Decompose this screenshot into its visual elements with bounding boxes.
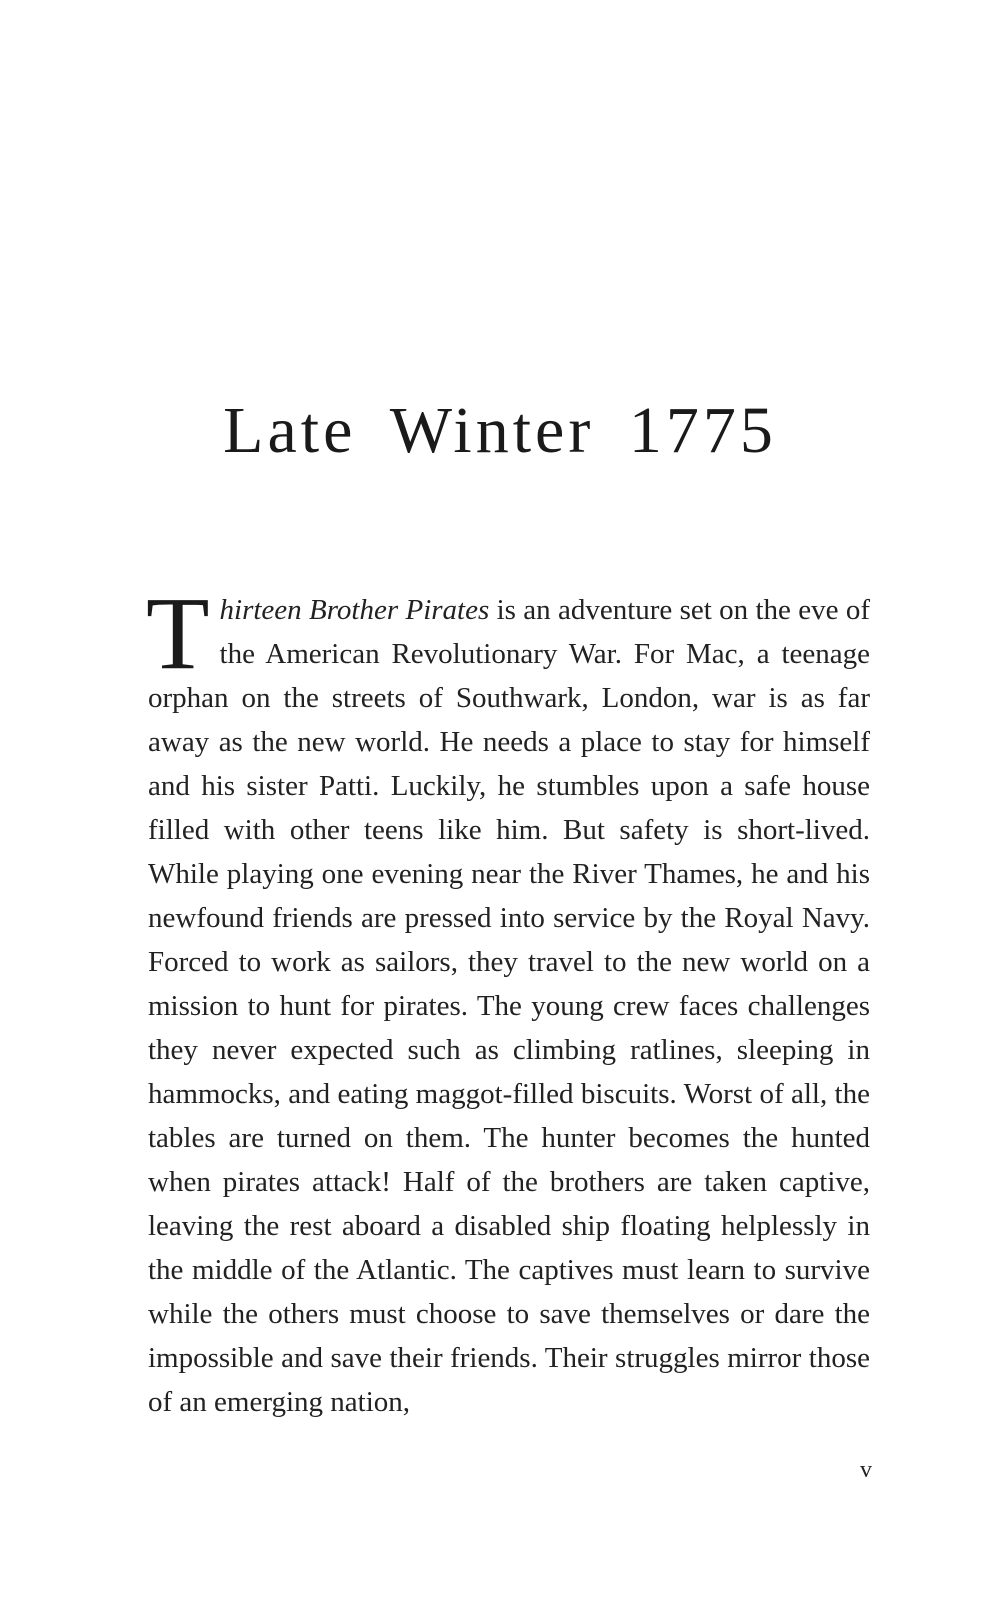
page-number: v (860, 1457, 872, 1483)
drop-cap: T (146, 576, 210, 691)
paragraph-text: is an adventure set on the eve of the American Revolutionary War. For Mac, a teenage orphan on the streets of Southwark, London, war is as far away as the new world. He needs a place to stay for himself and his sister Patti. Luckily, he stumbles upon a safe house filled with other teens like him. But safety is short-lived. While playing one evening near the River Thames, he and his newfound friends are pressed into service by the Royal Navy. Forced to work as sailors, they travel to the new world on a mission to hunt for pirates. The young crew faces challenges they never expected such as climbing ratlines, sleeping in hammocks, and eating maggot-filled biscuits. Worst of all, the tables are turned on them. The hunter becomes the hunted when pirates attack! Half of the brothers are taken captive, leaving the rest aboard a disabled ship floating helplessly in the middle of the Atlantic. The captives must learn to survive while the others must choose to save themselves or dare the impossible and save their friends. Their struggles mirror those of an emerging nation, (148, 594, 870, 1418)
body-paragraph (146, 576, 870, 1424)
chapter-title: Late Winter 1775 (223, 394, 777, 467)
book-title: hirteen Brother Pirates (219, 594, 490, 626)
